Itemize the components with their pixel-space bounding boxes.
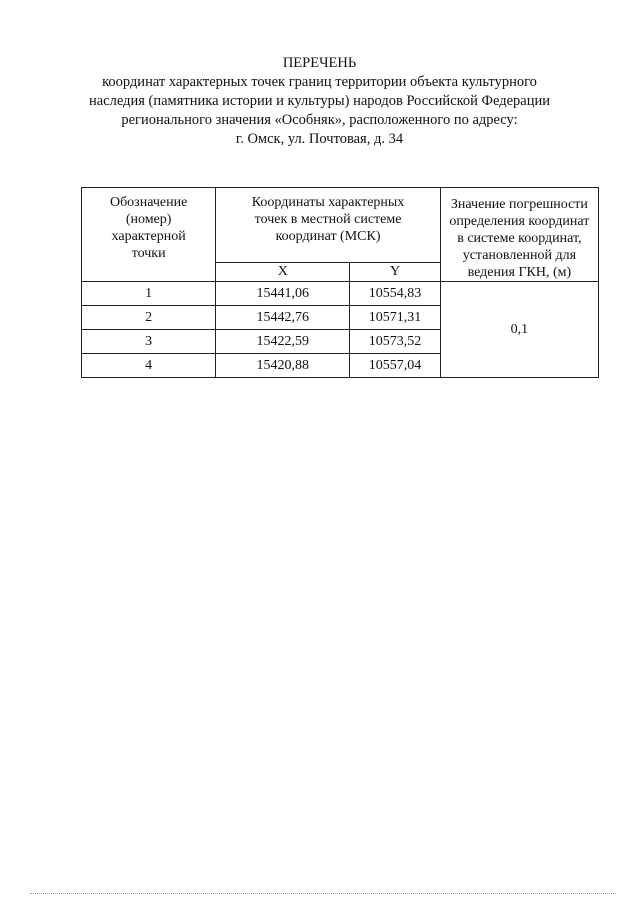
- cell-point: 1: [82, 282, 216, 306]
- cell-x: 15442,76: [216, 306, 350, 330]
- page-bottom-divider: [30, 893, 616, 894]
- header-point-number: [82, 188, 216, 282]
- heading-line-4: регионального значения «Особняк», расположенного по адресу:: [121, 112, 518, 128]
- header-error-line: в системе координат,: [457, 231, 582, 246]
- header-coords-line: точек в местной системе: [254, 212, 402, 227]
- cell-x: 15422,59: [216, 330, 350, 354]
- coordinates-table: [81, 187, 599, 378]
- header-point-line: Обозначение: [109, 195, 188, 210]
- heading-line-2: координат характерных точек границ территории объекта культурного: [102, 74, 537, 90]
- header-coords-line: координат (МСК): [275, 229, 381, 244]
- header-y: Y: [350, 262, 441, 281]
- cell-y: 10571,31: [350, 306, 441, 330]
- heading-title: ПЕРЕЧЕНЬ: [282, 55, 357, 71]
- cell-y: 10554,83: [350, 282, 441, 306]
- cell-error-value: 0,1: [440, 282, 598, 378]
- cell-y: 10557,04: [350, 354, 441, 378]
- cell-point: 4: [82, 354, 216, 378]
- heading-line-5: г. Омск, ул. Почтовая, д. 34: [235, 131, 404, 147]
- table-row: [82, 282, 599, 306]
- header-point-line: (номер): [125, 212, 172, 227]
- cell-x: 15441,06: [216, 282, 350, 306]
- cell-point: 3: [82, 330, 216, 354]
- header-error: [440, 188, 598, 282]
- header-error-line: Значение погрешности: [450, 197, 588, 212]
- cell-x: 15420,88: [216, 354, 350, 378]
- header-error-line: определения координат: [449, 214, 590, 229]
- header-error-line: ведения ГКН, (м): [467, 265, 572, 280]
- cell-point: 2: [82, 306, 216, 330]
- header-point-line: точки: [131, 246, 166, 261]
- header-coordinates: [216, 188, 441, 263]
- header-error-line: установленной для: [462, 248, 577, 263]
- heading-line-3: наследия (памятника истории и культуры) народов Российской Федерации: [88, 93, 551, 109]
- header-coords-line: Координаты характерных: [251, 195, 405, 210]
- header-point-line: характерной: [111, 229, 186, 244]
- document-heading: [0, 54, 639, 149]
- table-header-row: [82, 188, 599, 263]
- cell-y: 10573,52: [350, 330, 441, 354]
- header-x: X: [216, 262, 350, 281]
